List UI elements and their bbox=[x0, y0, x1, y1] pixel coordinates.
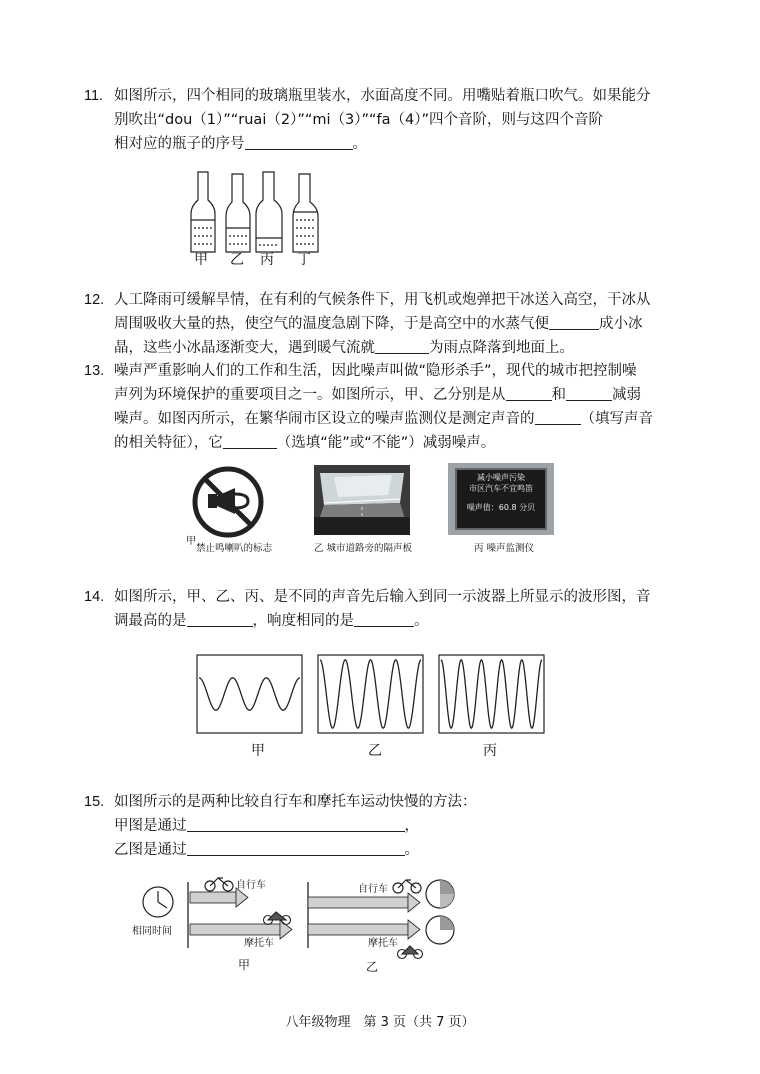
question-number: 15. bbox=[84, 794, 105, 810]
q11-line1: 如图所示，四个相同的玻璃瓶里装水，水面高度不同。用嘴贴着瓶口吹气。如果能分 bbox=[114, 88, 651, 104]
wave-label-bing: 丙 bbox=[483, 743, 497, 759]
answer-blank[interactable] bbox=[223, 432, 277, 449]
q13-line3-end: （填写声音 bbox=[580, 411, 653, 427]
wave-label-yi: 乙 bbox=[368, 743, 382, 759]
q15-line2: 甲图是通过 bbox=[114, 818, 187, 834]
answer-blank[interactable] bbox=[354, 610, 414, 627]
q13-line2: 声列为环境保护的重要项目之一。如图所示，甲、乙分别是从 bbox=[114, 387, 506, 403]
answer-blank[interactable] bbox=[535, 408, 581, 425]
caption-yi: 乙 城市道路旁的隔声板 bbox=[314, 543, 413, 554]
answer-blank[interactable] bbox=[566, 384, 612, 401]
waveform-frame-bing bbox=[439, 655, 544, 733]
q14-line1: 如图所示，甲、乙、丙、是不同的声音先后输入到同一示波器上所显示的波形图，音 bbox=[114, 589, 651, 605]
wave-label-jia: 甲 bbox=[251, 743, 265, 759]
q13-line2-end: 减弱 bbox=[612, 387, 641, 403]
q13-line3: 噪声。如图丙所示，在繁华闹市区设立的噪声监测仪是测定声音的 bbox=[114, 411, 535, 427]
no-honking-sign bbox=[190, 464, 266, 540]
q12-line3: 晶，这些小冰晶逐渐变大，遇到暖气流就 bbox=[114, 340, 375, 356]
q12-line2: 周围吸收大量的热，使空气的温度急剧下降，于是高空中的水蒸气便 bbox=[114, 316, 549, 332]
label-same-time: 相同时间 bbox=[132, 926, 172, 937]
figure-label-yi: 乙 bbox=[366, 960, 379, 974]
q15-line1: 如图所示的是两种比较自行车和摩托车运动快慢的方法： bbox=[114, 794, 477, 810]
q15-line3: 乙图是通过 bbox=[114, 842, 187, 858]
q12-line3-end: 为雨点降落到地面上。 bbox=[429, 340, 574, 356]
q11-line3: 相对应的瓶子的序号 bbox=[114, 136, 245, 152]
answer-blank[interactable] bbox=[245, 133, 353, 150]
answer-blank[interactable] bbox=[187, 610, 253, 627]
q12-line2-end: 成小冰 bbox=[599, 316, 643, 332]
q11-line3-end: 。 bbox=[352, 136, 367, 152]
bottle-jia bbox=[191, 172, 215, 252]
q14-line2: 调最高的是 bbox=[114, 613, 187, 629]
arrow-bike-b bbox=[308, 893, 420, 912]
answer-blank[interactable] bbox=[375, 337, 429, 354]
question-number: 11. bbox=[84, 88, 104, 104]
bottle-label-jia: 甲 bbox=[194, 252, 208, 268]
bottle-bing bbox=[256, 172, 282, 252]
bottles-figure bbox=[186, 168, 326, 254]
clock-icon bbox=[426, 916, 454, 944]
question-11 bbox=[84, 84, 684, 156]
page-footer: 八年级物理 第 3 页（共 7 页） bbox=[285, 1015, 475, 1030]
q15-line3-end: 。 bbox=[404, 842, 419, 858]
monitor-reading: 噪声值：60.8 分贝 bbox=[466, 503, 536, 512]
bicycle-icon bbox=[205, 878, 233, 891]
waveform-panels bbox=[196, 654, 546, 734]
waveform-frame-jia bbox=[197, 655, 302, 733]
bottle-label-bing: 丙 bbox=[260, 252, 274, 268]
q13-line4-end: （选填“能”或“不能”）减弱噪声。 bbox=[276, 435, 496, 451]
q14-line2-mid: ，响度相同的是 bbox=[252, 613, 354, 629]
q11-line2: 别吹出“dou（1）”“ruai（2）”“mi（3）”“fa（4）”四个音阶，则与这四个音阶 bbox=[114, 112, 603, 128]
bicycle-icon bbox=[393, 880, 421, 893]
sound-barrier-photo bbox=[314, 465, 410, 535]
question-number: 13. bbox=[84, 363, 105, 379]
clock-icon bbox=[426, 880, 454, 908]
answer-blank[interactable] bbox=[187, 839, 405, 856]
monitor-line1: 减小噪声污染 bbox=[477, 473, 525, 482]
q12-line1: 人工降雨可缓解旱情，在有利的气候条件下，用飞机或炮弹把干冰送入高空，干冰从 bbox=[114, 292, 651, 308]
answer-blank[interactable] bbox=[187, 815, 405, 832]
question-number: 14. bbox=[84, 589, 105, 605]
q13-line2-and: 和 bbox=[551, 387, 566, 403]
answer-blank[interactable] bbox=[549, 313, 599, 330]
label-bike-b: 自行车 bbox=[358, 884, 388, 895]
q15-line2-end: ， bbox=[404, 818, 419, 834]
monitor-screen bbox=[458, 472, 544, 513]
arrow-moto-a bbox=[190, 920, 292, 939]
figure-label-jia: 甲 bbox=[238, 958, 251, 972]
q13-line1: 噪声严重影响人们的工作和生活，因此噪声叫做“隐形杀手”，现代的城市把控制噪 bbox=[114, 363, 637, 379]
question-13 bbox=[84, 359, 684, 455]
motorcycle-icon bbox=[264, 912, 291, 925]
caption-jia-label: 甲 bbox=[186, 536, 196, 547]
clock-icon bbox=[143, 887, 173, 917]
monitor-line2: 市区汽车不宜鸣笛 bbox=[469, 484, 533, 493]
bottle-yi bbox=[226, 174, 250, 252]
q13-line4: 的相关特征），它 bbox=[114, 435, 223, 451]
caption-bing: 丙 噪声监测仪 bbox=[474, 543, 535, 554]
motion-comparison-figure bbox=[128, 872, 468, 962]
question-14 bbox=[84, 585, 684, 633]
question-number: 12. bbox=[84, 292, 105, 308]
motorcycle-icon bbox=[398, 946, 423, 959]
answer-blank[interactable] bbox=[506, 384, 552, 401]
label-bike-a: 自行车 bbox=[236, 880, 266, 891]
question-12 bbox=[84, 288, 684, 360]
caption-jia: 禁止鸣喇叭的标志 bbox=[196, 543, 273, 554]
bottle-label-yi: 乙 bbox=[230, 252, 244, 268]
label-moto-a: 摩托车 bbox=[244, 938, 274, 949]
waveform-frame-yi bbox=[318, 655, 423, 733]
arrow-moto-b bbox=[308, 920, 420, 939]
bottle-label-ding: 丁 bbox=[297, 252, 311, 268]
bottle-ding bbox=[293, 174, 318, 252]
q14-line2-end: 。 bbox=[414, 613, 429, 629]
question-15 bbox=[84, 790, 684, 862]
label-moto-b: 摩托车 bbox=[368, 938, 398, 949]
